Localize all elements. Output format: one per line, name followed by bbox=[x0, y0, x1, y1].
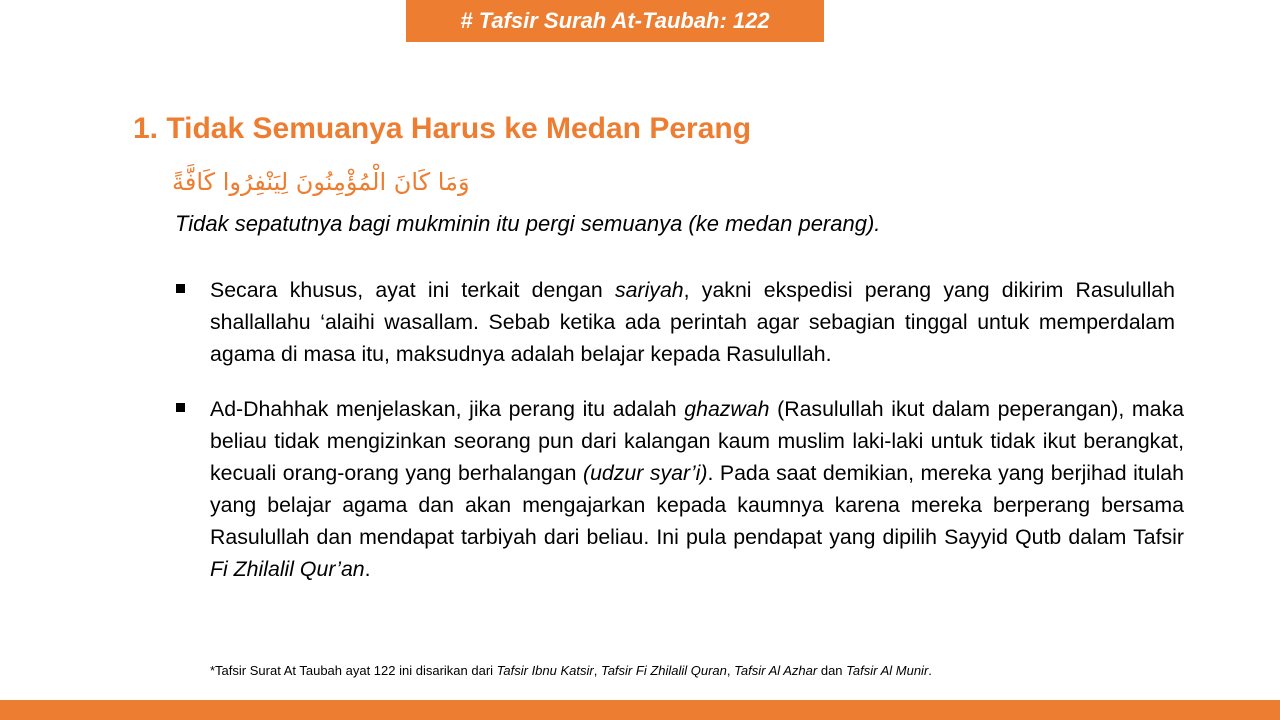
bullet-text: (Rasulullah ikut dalam peperangan), maka beliau tidak mengizinkan seorang pun dari kalangan kaum muslim laki-laki untuk tidak ikut berangkat, kecuali orang-orang yang berhalangan bbox=[210, 397, 1185, 485]
square-bullet-icon bbox=[176, 284, 185, 293]
bullet-text: . Pada saat demikian, mereka yang berjihad itulah yang belajar agama dan akan mengajarkan kepada kaumnya karena mereka berperang bersama Rasulullah dan mendapat tarbiyah dari beliau. Ini pula pendapat yang dipilih Sayyid Qutb dalam Tafsir bbox=[210, 461, 1184, 549]
footnote-text: . bbox=[928, 663, 932, 678]
footnote-source: Tafsir Fi Zhilalil Quran bbox=[600, 663, 727, 678]
header-banner bbox=[406, 0, 824, 42]
section-title: 1. Tidak Semuanya Harus ke Medan Perang bbox=[133, 112, 752, 145]
footnote-text: , bbox=[593, 663, 601, 678]
verse-translation: Tidak sepatutnya bagi mukminin itu pergi semuanya (ke medan perang). bbox=[175, 211, 881, 236]
square-bullet-icon bbox=[176, 403, 185, 412]
bullet-text: Secara khusus, ayat ini terkait dengan bbox=[210, 278, 615, 302]
bullet-italic-term: Fi Zhilalil Qur’an bbox=[210, 557, 365, 581]
header-title: # Tafsir Surah At-Taubah: 122 bbox=[460, 8, 770, 33]
footnote-source: Tafsir Al Azhar bbox=[734, 663, 818, 678]
footnote-text: *Tafsir Surat At Taubah ayat 122 ini disarikan dari bbox=[210, 663, 497, 678]
bottom-accent-bar bbox=[0, 700, 1280, 720]
arabic-verse: وَمَا كَانَ الْمُؤْمِنُونَ لِيَنْفِرُوا كَافَّةً bbox=[172, 168, 470, 196]
bullet-italic-term: ghazwah bbox=[684, 397, 770, 421]
bullet-item-ghazwah bbox=[172, 393, 1184, 585]
bullet-list bbox=[172, 274, 1184, 585]
footnote-source: Tafsir Ibnu Katsir bbox=[496, 663, 594, 678]
bullet-text: , yakni ekspedisi perang yang dikirim Rasulullah shallallahu ‘alaihi wasallam. Sebab ketika ada perintah agar sebagian tinggal untuk memperdalam agama di masa itu, maksudnya adalah belajar kepada Rasulullah. bbox=[210, 278, 1175, 366]
footnote bbox=[210, 663, 932, 678]
footnote-text: , bbox=[726, 663, 735, 678]
footnote-text: dan bbox=[817, 663, 847, 678]
bullet-item-sariyah bbox=[172, 274, 1175, 370]
bullet-italic-term: sariyah bbox=[614, 278, 684, 302]
bullet-italic-term: (udzur syar’i) bbox=[582, 461, 708, 485]
bullet-text: . bbox=[364, 557, 371, 581]
bullet-text: Ad-Dhahhak menjelaskan, jika perang itu adalah bbox=[210, 397, 685, 421]
footnote-source: Tafsir Al Munir bbox=[846, 663, 929, 678]
